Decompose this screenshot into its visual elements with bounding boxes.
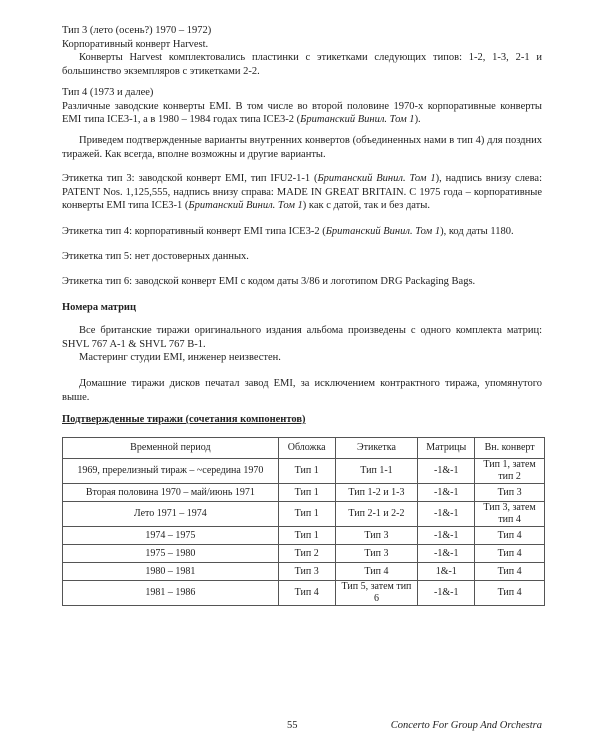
type4-heading: Тип 4 (1973 и далее) [62, 87, 154, 98]
cell-label: Тип 3 [335, 527, 418, 545]
table-header-row [63, 438, 545, 459]
label3-text-end: ) как с датой, так и без даты. [302, 200, 430, 212]
cell-matrices: -1&-1 [418, 502, 475, 527]
table-row [63, 545, 545, 563]
pressing-plant-paragraph: Домашние тиражи дисков печатал завод EMI, за исключением контрактного тиража, упомянутого выше. [62, 378, 542, 403]
type4-paragraph [62, 100, 542, 127]
cell-label: Тип 5, затем тип 6 [335, 581, 418, 606]
cell-inner-sleeve: Тип 1, затем тип 2 [475, 459, 545, 484]
cell-inner-sleeve: Тип 4 [475, 563, 545, 581]
cell-period: Вторая половина 1970 – май/июнь 1971 [63, 484, 279, 502]
label-type3-paragraph [62, 172, 542, 213]
cell-matrices: -1&-1 [418, 527, 475, 545]
label3-reference-2: Британский Винил. Том 1 [188, 200, 303, 212]
table-row [63, 484, 545, 502]
cell-label: Тип 1-2 и 1-3 [335, 484, 418, 502]
table-row [63, 527, 545, 545]
cell-period: 1980 – 1981 [63, 563, 279, 581]
label-type5-paragraph: Этикетка тип 5: нет достоверных данных. [62, 251, 249, 262]
label4-text: Этикетка тип 4: корпоративный конверт EMI типа ICE3-2 ( [62, 226, 326, 237]
cell-inner-sleeve: Тип 4 [475, 581, 545, 606]
pressings-table [62, 437, 545, 606]
cell-cover: Тип 4 [278, 581, 335, 606]
cell-period: 1981 – 1986 [63, 581, 279, 606]
col-header-period: Временной период [63, 438, 279, 459]
type3-line: Корпоративный конверт Harvest. [62, 38, 209, 50]
label3-reference: Британский Винил. Том 1 [317, 173, 436, 184]
running-title: Concerto For Group And Orchestra [390, 720, 542, 731]
page-number: 55 [287, 720, 298, 731]
label4-reference: Британский Винил. Том 1 [325, 226, 441, 237]
cell-cover: Тип 1 [278, 484, 335, 502]
type3-heading: Тип 3 (лето (осень?) 1970 – 1972) [62, 25, 212, 36]
label3-text-mid: ), надпись внизу слева: PATENT Nos. 1,125,555, надпись внизу справа: MADE IN GREAT BRITAIN. С 1975 года – корпоративные конверты EMI типа ICE3-1 ( [62, 173, 542, 212]
matrix-paragraph: Все британские тиражи оригинального издания альбома произведены с одного комплекта матриц: SHVL 767 A-1 & SHVL 767 B-1. [62, 325, 542, 350]
cell-cover: Тип 1 [278, 502, 335, 527]
cell-period: 1974 – 1975 [63, 527, 279, 545]
late-pressings-paragraph: Приведем подтвержденные варианты внутренних конвертов (объединенных нами в тип 4) для поздних тиражей. Как всегда, вполне возможны и другие варианты. [62, 135, 542, 160]
label3-text: Этикетка тип 3: заводской конверт EMI, тип IFU2-1-1 ( [62, 173, 318, 184]
cell-inner-sleeve: Тип 3, затем тип 4 [475, 502, 545, 527]
matrix-section [62, 324, 542, 365]
mastering-paragraph: Мастеринг студии EMI, инженер неизвестен. [79, 352, 281, 364]
table-heading: Подтвержденные тиражи (сочетания компонентов) [62, 414, 306, 425]
cell-label: Тип 1-1 [335, 459, 418, 484]
cell-cover: Тип 2 [278, 545, 335, 563]
matrix-heading: Номера матриц [62, 302, 137, 313]
label-type4-paragraph [62, 225, 542, 239]
col-header-inner-sleeve: Вн. конверт [475, 438, 545, 459]
col-header-matrices: Матрицы [418, 438, 475, 459]
cell-period: 1969, пререлизный тираж – ~середина 1970 [63, 459, 279, 484]
section-type3 [62, 24, 542, 78]
type4-text: Различные заводские конверты EMI. В том числе во второй половине 1970-х корпоративные конверты EMI типа ICE3-1, а в 1980 – 1984 годах типа ICE3-2 ( [62, 100, 542, 126]
cell-cover: Тип 1 [278, 527, 335, 545]
table-row [63, 563, 545, 581]
cell-inner-sleeve: Тип 3 [475, 484, 545, 502]
cell-cover: Тип 3 [278, 563, 335, 581]
table-row [63, 502, 545, 527]
table-row [63, 581, 545, 606]
section-type4 [62, 86, 542, 127]
cell-inner-sleeve: Тип 4 [475, 545, 545, 563]
cell-label: Тип 4 [335, 563, 418, 581]
type3-paragraph: Конверты Harvest комплектовались пластинки с этикетками следующих типов: 1-2, 1-3, 2-1 и большинство экземпляров с этикетками 2-2. [62, 52, 542, 77]
cell-matrices: -1&-1 [418, 545, 475, 563]
cell-matrices: 1&-1 [418, 563, 475, 581]
col-header-label: Этикетка [335, 438, 418, 459]
type4-reference: Британский Винил. Том 1 [300, 114, 415, 126]
cell-matrices: -1&-1 [418, 459, 475, 484]
type4-text-end: ). [414, 114, 421, 126]
col-header-cover: Обложка [278, 438, 335, 459]
cell-inner-sleeve: Тип 4 [475, 527, 545, 545]
label4-text-end: ), код даты 1180. [440, 226, 514, 237]
label-type6-paragraph: Этикетка тип 6: заводской конверт EMI с кодом даты 3/86 и логотипом DRG Packaging Bags. [62, 276, 476, 287]
cell-label: Тип 3 [335, 545, 418, 563]
cell-matrices: -1&-1 [418, 581, 475, 606]
cell-cover: Тип 1 [278, 459, 335, 484]
cell-label: Тип 2-1 и 2-2 [335, 502, 418, 527]
cell-matrices: -1&-1 [418, 484, 475, 502]
cell-period: 1975 – 1980 [63, 545, 279, 563]
table-row [63, 459, 545, 484]
cell-period: Лето 1971 – 1974 [63, 502, 279, 527]
